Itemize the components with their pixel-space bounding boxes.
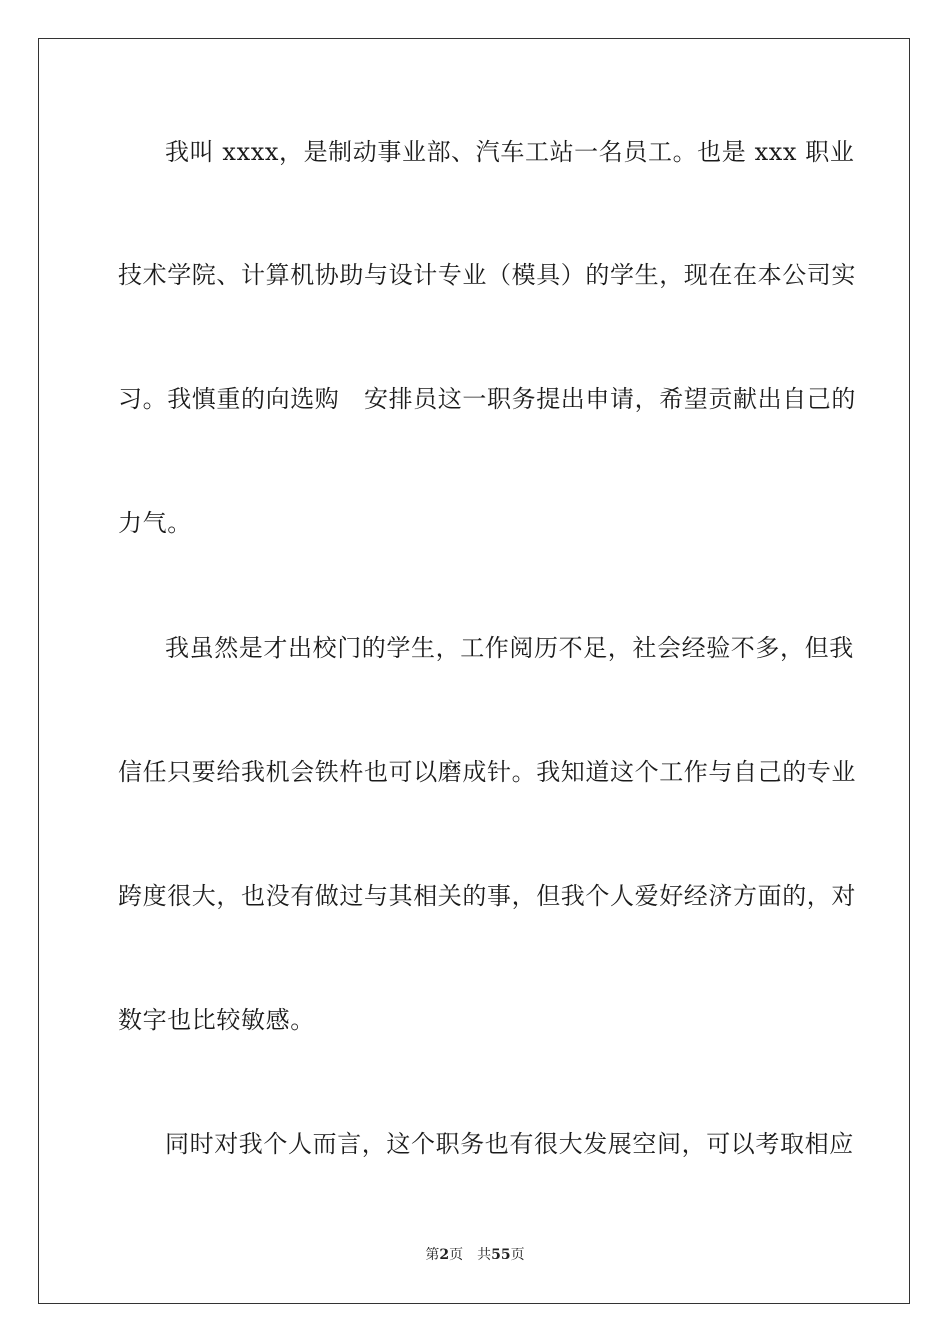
page-total-number: 55: [491, 1247, 511, 1263]
body-text-line: 技术学院、计算机协助与设计专业（模具）的学生，现在在本公司实: [118, 261, 856, 289]
page-current-number: 2: [439, 1247, 450, 1263]
page-prefix: 第: [425, 1247, 440, 1263]
body-text-line: 我虽然是才出校门的学生，工作阅历不足，社会经验不多，但我: [165, 634, 854, 662]
body-text-line: 同时对我个人而言，这个职务也有很大发展空间，可以考取相应: [165, 1130, 854, 1158]
page-number-footer: [0, 1246, 950, 1264]
page-border: [38, 38, 910, 1304]
body-text-line: 数字也比较敏感。: [118, 1006, 315, 1034]
body-text-line: 力气。: [118, 509, 192, 537]
body-text-line: 跨度很大，也没有做过与其相关的事，但我个人爱好经济方面的，对: [118, 882, 856, 910]
page-mid-text: 页 共: [449, 1247, 492, 1263]
body-text-line: 我叫 xxxx，是制动事业部、汽车工站一名员工。也是 xxx 职业: [165, 138, 855, 166]
body-text-line: 习。我慎重的向选购 安排员这一职务提出申请，希望贡献出自己的: [118, 385, 856, 413]
body-text-line: 信任只要给我机会铁杵也可以磨成针。我知道这个工作与自己的专业: [118, 758, 856, 786]
page-suffix: 页: [510, 1247, 525, 1263]
